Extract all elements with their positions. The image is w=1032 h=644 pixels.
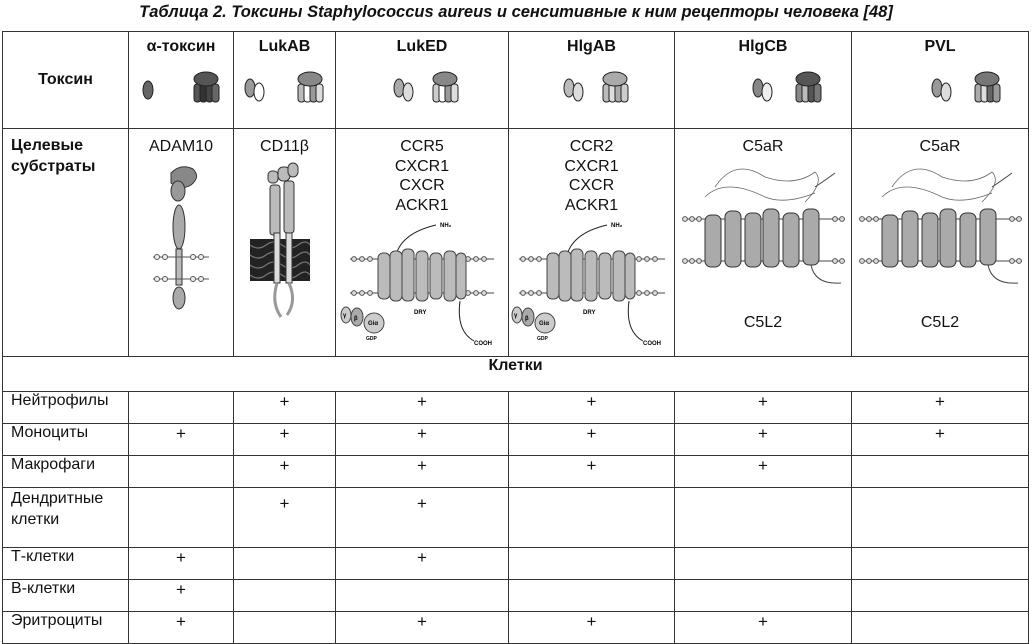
receptor-name-secondary: C5L2	[920, 314, 960, 331]
toxin-subunits-icon	[240, 70, 330, 106]
mark-cell	[129, 456, 234, 488]
mark-cell	[509, 488, 675, 548]
cell-type-label: Нейтрофилы	[3, 392, 129, 424]
gamma-label: γ	[343, 313, 347, 319]
mark-cell: +	[675, 424, 852, 456]
mark-cell: +	[129, 424, 234, 456]
mark-cell	[509, 548, 675, 580]
receptor-names	[509, 129, 674, 215]
cell-type-label: Эритроциты	[3, 612, 129, 644]
mark-cell: +	[509, 612, 675, 644]
table-row	[3, 488, 1029, 548]
cells-section-row	[3, 357, 1029, 392]
mark-cell	[852, 488, 1029, 548]
table-row	[3, 580, 1029, 612]
receptor-name: CCR2	[569, 138, 614, 155]
receptor-name: ACKR1	[564, 196, 619, 214]
cooh-label: COOH	[643, 341, 661, 347]
substrates-label: Целевые субстраты	[11, 137, 96, 175]
receptor-names	[852, 129, 1028, 157]
toxin-name: PVL	[924, 38, 956, 55]
toxin-subunits-icon	[357, 70, 487, 106]
mark-cell: +	[234, 456, 336, 488]
mark-cell	[675, 580, 852, 612]
mark-cell: +	[509, 424, 675, 456]
mark-cell	[234, 612, 336, 644]
receptor-name: C5aR	[742, 138, 784, 155]
receptor-name-secondary: C5L2	[743, 314, 783, 331]
cell-type-label: В-клетки	[3, 580, 129, 612]
cd11b-integrin-diagram	[234, 157, 334, 347]
toxin-label: Токсин	[3, 32, 129, 129]
toxin-name: α-токсин	[146, 38, 216, 55]
receptor-cell-hlgab	[509, 129, 675, 357]
mark-cell: +	[675, 456, 852, 488]
mark-cell: +	[234, 392, 336, 424]
table-row	[3, 548, 1029, 580]
receptor-name: CXCR	[568, 177, 615, 194]
beta-label: β	[354, 316, 358, 322]
mark-cell: +	[509, 392, 675, 424]
gdp-label: GDP	[537, 336, 548, 342]
receptor-names	[675, 129, 851, 157]
gia-label: Giα	[368, 321, 379, 327]
receptor-names	[234, 129, 335, 157]
gpcr-diagram	[509, 215, 675, 351]
mark-cell	[336, 580, 509, 612]
receptor-cell-adam10	[129, 129, 234, 357]
adam10-protein-diagram	[129, 157, 233, 347]
mark-cell: +	[509, 456, 675, 488]
receptor-name: CXCR	[399, 177, 445, 194]
dry-label: DRY	[583, 310, 596, 316]
toxin-subunits-icon	[875, 70, 1005, 106]
receptor-name: CXCR1	[394, 157, 450, 175]
mark-cell: +	[852, 392, 1029, 424]
gamma-label: γ	[514, 313, 518, 319]
mark-cell: +	[675, 612, 852, 644]
mark-cell	[234, 580, 336, 612]
receptor-name: ACKR1	[395, 196, 449, 214]
receptor-cell-hlgcb	[675, 129, 852, 357]
toxin-subunits-icon	[136, 70, 226, 106]
mark-cell	[675, 548, 852, 580]
mark-cell: +	[336, 456, 509, 488]
receptor-cell-luked	[336, 129, 509, 357]
cell-type-label: Моноциты	[3, 424, 129, 456]
header-row	[3, 32, 1029, 129]
mark-cell	[129, 488, 234, 548]
table-row	[3, 392, 1029, 424]
toxin-col-pvl	[852, 32, 1029, 129]
mark-cell	[852, 548, 1029, 580]
mark-cell	[509, 580, 675, 612]
mark-cell	[852, 456, 1029, 488]
receptor-names	[336, 129, 508, 215]
c5ar-receptor-diagram	[675, 157, 851, 307]
receptor-name: CD11β	[260, 138, 309, 155]
mark-cell	[234, 548, 336, 580]
cooh-label: COOH	[474, 341, 492, 347]
mark-cell: +	[336, 612, 509, 644]
receptor-name: C5aR	[919, 138, 961, 155]
substrates-label-cell	[3, 129, 129, 357]
toxin-subunits-icon	[698, 70, 828, 106]
toxin-col-hlgab	[509, 32, 675, 129]
mark-cell: +	[336, 488, 509, 548]
toxin-name: LukED	[396, 38, 448, 55]
beta-label: β	[525, 316, 529, 322]
mark-cell	[675, 488, 852, 548]
receptor-names	[129, 129, 233, 157]
gdp-label: GDP	[366, 336, 377, 342]
toxin-name: HlgCB	[738, 38, 788, 55]
mark-cell: +	[129, 548, 234, 580]
toxin-col-lukab	[234, 32, 336, 129]
receptor-cell-pvl	[852, 129, 1029, 357]
mark-cell: +	[234, 424, 336, 456]
mark-cell	[852, 580, 1029, 612]
toxin-name: LukAB	[258, 38, 311, 55]
mark-cell	[129, 392, 234, 424]
c5ar-receptor-diagram	[852, 157, 1028, 307]
mark-cell: +	[234, 488, 336, 548]
cell-type-label: Дендритные клетки	[3, 488, 129, 548]
mark-cell: +	[675, 392, 852, 424]
mark-cell: +	[336, 424, 509, 456]
toxins-table	[2, 31, 1029, 644]
substrates-row	[3, 129, 1029, 357]
mark-cell: +	[129, 580, 234, 612]
receptor-name: ADAM10	[148, 138, 214, 155]
gpcr-diagram	[336, 215, 508, 351]
nh2-label: NH₂	[611, 223, 623, 229]
table-row	[3, 456, 1029, 488]
receptor-name: CCR5	[400, 138, 444, 155]
cells-section-title: Клетки	[3, 357, 1029, 392]
dry-label: DRY	[414, 310, 427, 316]
gia-label: Giα	[539, 321, 550, 327]
cell-type-label: Макрофаги	[3, 456, 129, 488]
table-row	[3, 612, 1029, 644]
mark-cell: +	[336, 548, 509, 580]
nh2-label: NH₂	[440, 223, 452, 229]
mark-cell	[852, 612, 1029, 644]
receptor-name: CXCR1	[564, 157, 619, 175]
mark-cell: +	[852, 424, 1029, 456]
mark-cell: +	[336, 392, 509, 424]
toxin-name: HlgAB	[567, 38, 616, 55]
toxin-col-luked	[336, 32, 509, 129]
cell-type-label: Т-клетки	[3, 548, 129, 580]
receptor-cell-cd11b	[234, 129, 336, 357]
mark-cell: +	[129, 612, 234, 644]
table-row	[3, 424, 1029, 456]
toxin-col-hlgcb	[675, 32, 852, 129]
toxin-col-alpha	[129, 32, 234, 129]
toxin-subunits-icon	[527, 70, 657, 106]
table-caption: Таблица 2. Токсины Staphylococcus aureus и сенситивные к ним рецепторы человека [48]	[139, 3, 893, 21]
